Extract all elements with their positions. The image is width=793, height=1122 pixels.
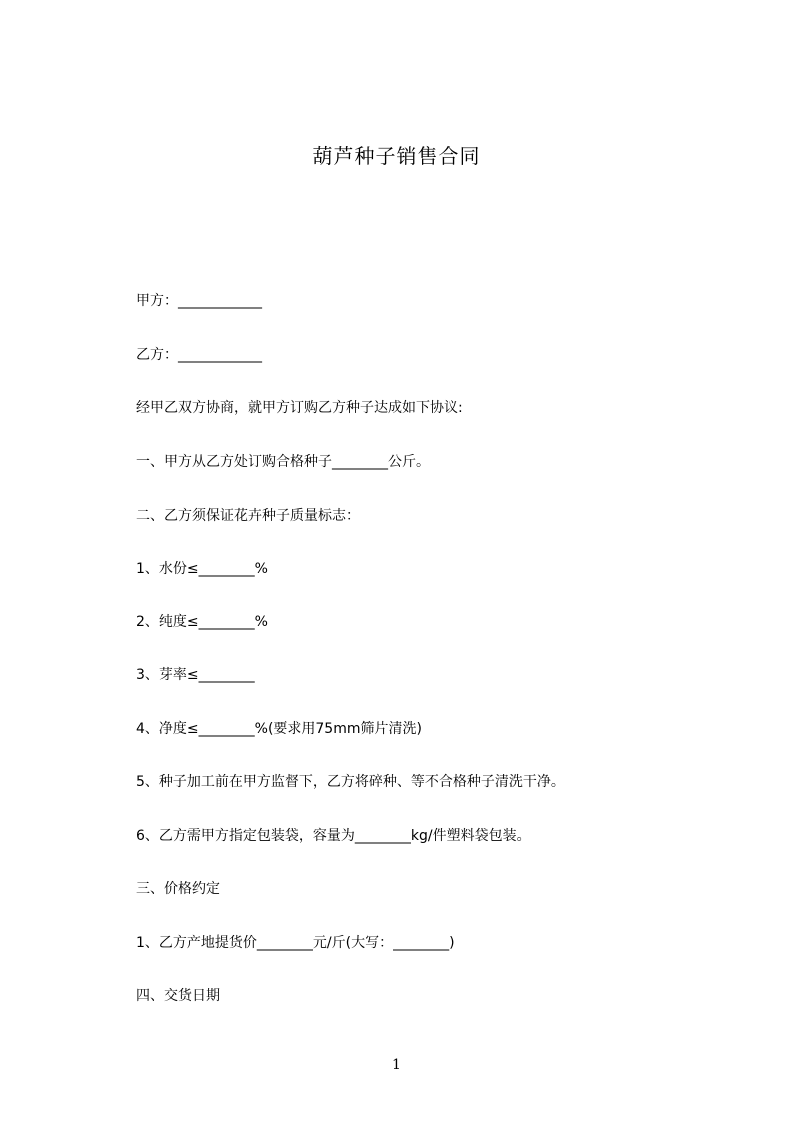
quality-item-cleaning: 5、种子加工前在甲方监督下，乙方将碎种、等不合格种子清洗干净。 [136,774,565,790]
agreement-intro: 经甲乙双方协商，就甲方订购乙方种子达成如下协议: [136,400,463,416]
clause-3-price-heading: 三、价格约定 [136,881,220,897]
quality-item-purity: 2、纯度≤________% [136,614,268,630]
clause-4-delivery-heading: 四、交货日期 [136,988,220,1004]
quality-item-germination: 3、芽率≤________ [136,667,255,683]
price-item-pickup: 1、乙方产地提货价________元/斤(大写：________) [136,935,455,951]
quality-item-packaging: 6、乙方需甲方指定包装袋，容量为________kg/件塑料袋包装。 [136,828,531,844]
party-b-line: 乙方：____________ [136,347,262,363]
clause-1-order-quantity: 一、甲方从乙方处订购合格种子________公斤。 [136,454,430,470]
quality-item-moisture: 1、水份≤________% [136,561,268,577]
document-title: 葫芦种子销售合同 [312,144,481,168]
page-number: 1 [392,1057,401,1073]
clause-2-quality-heading: 二、乙方须保证花卉种子质量标志： [136,508,360,524]
party-a-line: 甲方：____________ [136,293,262,309]
quality-item-cleanliness: 4、净度≤________%(要求用75mm筛片清洗) [136,721,422,737]
